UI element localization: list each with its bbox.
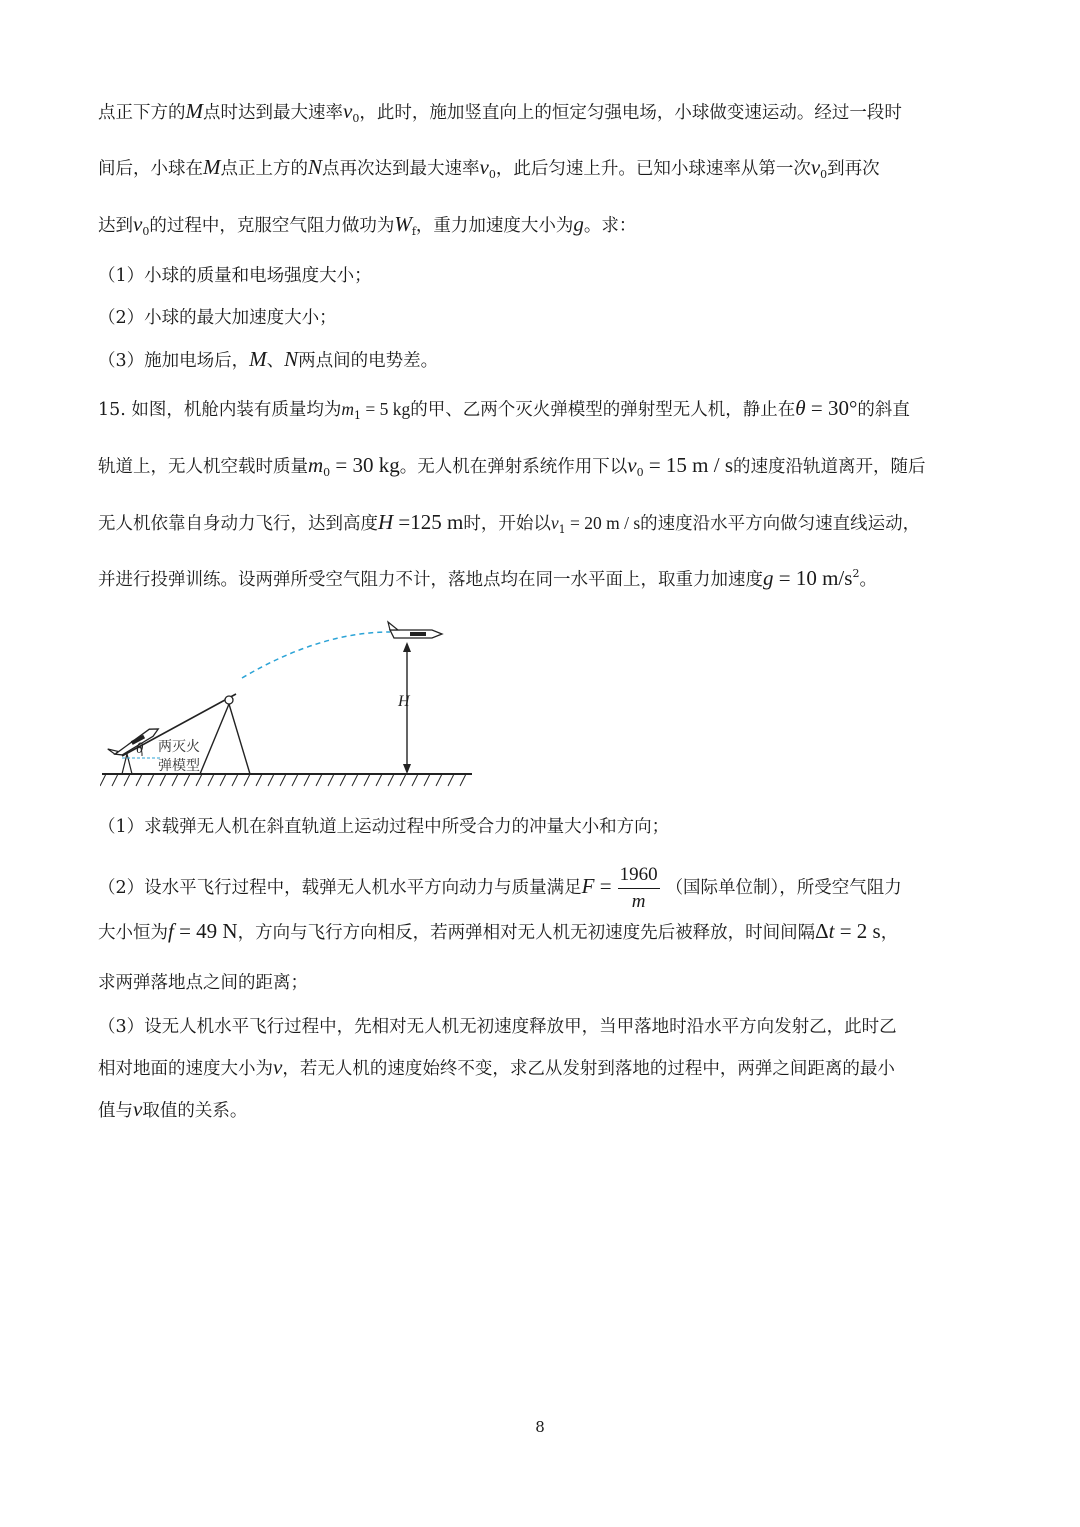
q14-part-3: （3）施加电场后，M、N两点间的电势差。 <box>98 347 439 371</box>
q15-line-2: 轨道上，无人机空载时质量$m_0 = 30$ kg。无人机在弹射系统作用下以$v_0 = 15$ m / s的速度沿轨道离开，随后 <box>98 453 926 479</box>
drone-flying-icon <box>388 622 442 638</box>
q15-line-3: 无人机依靠自身动力飞行，达到高度H =125 m时，开始以$v_1 = 20$ m / s的速度沿水平方向做匀速直线运动， <box>98 510 921 536</box>
fraction-1960-over-m: $\frac{1960}{m}$ <box>619 864 658 912</box>
q15-line-4: 并进行投弹训练。设两弹所受空气阻力不计，落地点均在同一水平面上，取重力加速度g = 10 $m/s^2$。 <box>98 566 877 590</box>
q14-line-2: 间后，小球在M点正上方的N点再次达到最大速率$v_0$，此后匀速上升。已知小球速率从第一次$v_0$到再次 <box>98 155 880 181</box>
flight-trajectory <box>242 632 390 678</box>
q15-part-2-line-1: （2）设水平飞行过程中，载弹无人机水平方向动力与质量满足F = $\frac{1960}{m}$ （国际单位制），所受空气阻力 <box>98 862 988 915</box>
support-leg-right <box>229 704 250 774</box>
rail-pivot <box>225 696 233 704</box>
model-label-line1: 两灭火 <box>158 739 200 755</box>
q15-part-1: （1）求载弹无人机在斜直轨道上运动过程中所受合力的冲量大小和方向； <box>98 817 670 837</box>
ground-hatching <box>100 774 466 786</box>
model-label-line2: 弹模型 <box>158 758 200 774</box>
support-leg-left <box>200 704 229 774</box>
drone-launch-figure <box>100 614 480 794</box>
q15-line-1: 15. 如图，机舱内装有质量均为$m_1 = 5$ kg的甲、乙两个灭火弹模型的弹射型无人机，静止在θ = 30°的斜直 <box>98 396 910 422</box>
q14-part-2: （2）小球的最大加速度大小； <box>98 308 337 328</box>
height-label: H <box>398 693 410 710</box>
q15-part-2-line-3: 求两弹落地点之间的距离； <box>98 973 308 993</box>
height-arrowhead-bottom <box>403 764 411 774</box>
q15-part-3-line-2: 相对地面的速度大小为v，若无人机的速度始终不变，求乙从发射到落地的过程中，两弹之间距离的最小 <box>98 1055 895 1079</box>
q14-line-1: 点正下方的M点时达到最大速率$v_0$，此时，施加竖直向上的恒定匀强电场，小球做变速运动。经过一段时 <box>98 99 902 125</box>
q14-line-3: 达到$v_0$的过程中，克服空气阻力做功为$W_f$，重力加速度大小为g。求： <box>98 212 637 238</box>
q14-part-1: （1）小球的质量和电场强度大小； <box>98 266 372 286</box>
theta-label: θ <box>136 741 144 757</box>
q15-part-3-line-3: 值与v取值的关系。 <box>98 1097 248 1121</box>
height-arrowhead-top <box>403 642 411 652</box>
q15-part-3-line-1: （3）设无人机水平飞行过程中，先相对无人机无初速度释放甲，当甲落地时沿水平方向发射乙，此时乙 <box>98 1017 897 1037</box>
q15-part-2-line-2: 大小恒为f = 49 N，方向与飞行方向相反，若两弹相对无人机无初速度先后被释放，时间间隔Δt = 2 s， <box>98 919 899 943</box>
page-number: 8 <box>535 1418 545 1436</box>
drone-on-rail-icon <box>108 724 161 760</box>
